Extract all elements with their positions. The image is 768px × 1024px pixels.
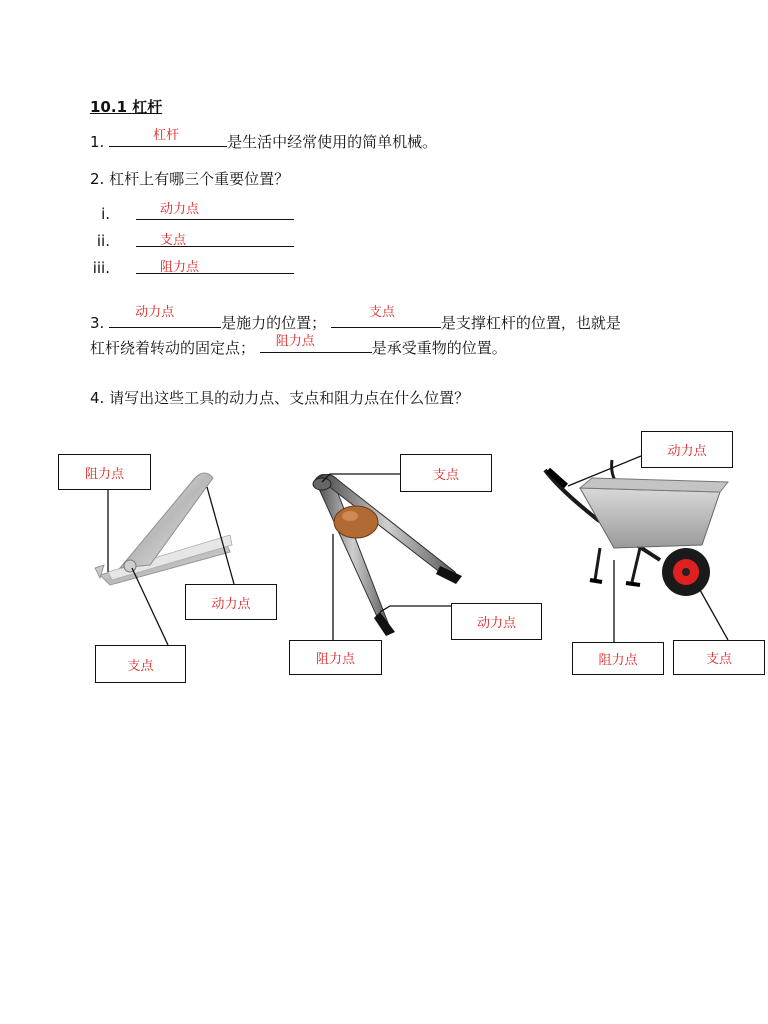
q3-text-2: 是支撑杠杆的位置，也就是 (440, 314, 621, 332)
q2-answer-1: 动力点 (160, 202, 200, 217)
nutcracker-fulcrum-label[interactable]: 支点 (400, 454, 492, 492)
q2-numeral-3: iii. (92, 259, 110, 277)
wheelbarrow-load-label[interactable]: 阻力点 (572, 642, 664, 675)
q2-numeral-1: i. (101, 205, 110, 223)
q1-number: 1. (90, 133, 105, 151)
q2-numeral-2: ii. (96, 232, 110, 250)
clipper-load-label[interactable]: 阻力点 (58, 454, 151, 490)
q3-text-4: 是承受重物的位置。 (371, 339, 507, 357)
wheelbarrow-fulcrum-label[interactable]: 支点 (673, 640, 765, 675)
q3-answer-2: 支点 (368, 305, 395, 320)
question-4: 4. 请写出这些工具的动力点、支点和阻力点在什么位置？ (90, 389, 470, 407)
q3-answer-3: 阻力点 (275, 334, 315, 349)
nutcracker-illustration (313, 474, 462, 636)
clipper-effort-label[interactable]: 动力点 (185, 584, 277, 620)
nutcracker-load-label[interactable]: 阻力点 (289, 640, 382, 675)
q3-answer-1: 动力点 (135, 305, 175, 320)
clipper-fulcrum-label[interactable]: 支点 (95, 645, 186, 683)
section-title: 10.1 杠杆 (90, 98, 163, 116)
question-2: 2. 杠杆上有哪三个重要位置？ (90, 170, 290, 188)
nutcracker-effort-label[interactable]: 动力点 (451, 603, 542, 640)
q2-answer-2: 支点 (160, 233, 187, 248)
q2-answer-3: 阻力点 (160, 260, 200, 275)
wheelbarrow-effort-label[interactable]: 动力点 (641, 431, 733, 468)
q3-number: 3. (90, 314, 105, 332)
q1-answer: 杠杆 (153, 128, 180, 143)
q1-text: 是生活中经常使用的简单机械。 (227, 133, 438, 151)
q3-text-3: 杠杆绕着转动的固定点； (90, 339, 256, 357)
wheelbarrow-illustration (545, 460, 728, 596)
q3-text-1: 是施力的位置； (221, 314, 327, 332)
